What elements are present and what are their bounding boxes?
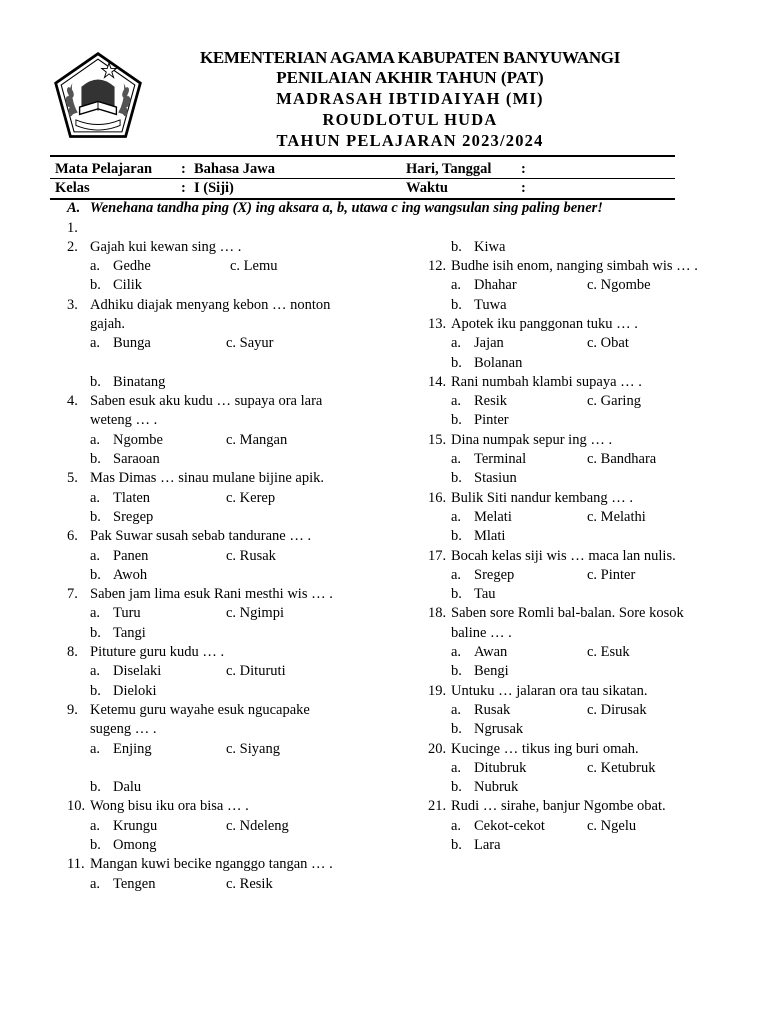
questions-right-column <box>428 238 728 856</box>
question-8 <box>67 643 417 662</box>
question-number: 3. <box>67 296 78 313</box>
option-row-b <box>428 778 728 797</box>
option-b[interactable]: Mlati <box>474 528 506 545</box>
option-row-b <box>428 354 728 373</box>
option-a[interactable]: Panen <box>113 547 149 564</box>
option-row-b <box>428 527 728 546</box>
option-letter[interactable]: a. <box>451 335 462 352</box>
option-b[interactable]: Tuwa <box>474 296 507 313</box>
kemenag-emblem-icon <box>52 50 144 142</box>
option-b[interactable]: Dalu <box>113 779 142 796</box>
option-row-b <box>67 508 417 527</box>
option-letter[interactable]: b. <box>90 451 101 468</box>
option-a[interactable]: Rusak <box>474 701 511 718</box>
option-a[interactable]: Terminal <box>474 451 527 468</box>
question-text: Saben esuk aku kudu … supaya ora lara weteng … . <box>90 393 323 429</box>
option-c[interactable]: c. Ketubruk <box>587 759 656 776</box>
question-4 <box>67 392 417 431</box>
question-text: Saben jam lima esuk Rani mesthi wis … . <box>90 586 333 603</box>
question-text: Pituture guru kudu … . <box>90 644 225 661</box>
option-c[interactable]: c. Ngombe <box>587 277 651 294</box>
option-row-a <box>428 450 728 469</box>
blank-line <box>67 759 417 778</box>
option-row-b <box>67 276 417 295</box>
question-10 <box>67 797 417 816</box>
option-letter[interactable]: a. <box>90 605 101 622</box>
option-a[interactable]: Bunga <box>113 335 151 352</box>
option-letter[interactable]: b. <box>451 238 462 255</box>
option-row-a <box>67 604 417 623</box>
option-b[interactable]: Tau <box>474 586 496 603</box>
option-row-b <box>428 585 728 604</box>
option-c[interactable]: c. Ngelu <box>587 817 637 834</box>
option-letter[interactable]: a. <box>90 663 101 680</box>
option-a[interactable]: Gedhe <box>113 258 151 275</box>
question-19 <box>428 682 728 701</box>
document-header <box>140 47 680 151</box>
option-letter[interactable]: a. <box>451 759 462 776</box>
option-c[interactable]: c. Obat <box>587 335 629 352</box>
option-letter[interactable]: b. <box>451 663 462 680</box>
option-letter[interactable]: a. <box>451 644 462 661</box>
option-a[interactable]: Krungu <box>113 817 158 834</box>
question-14 <box>428 373 728 392</box>
option-row-b <box>428 469 728 488</box>
subject-value: Bahasa Jawa <box>194 161 275 177</box>
option-row-b <box>428 238 728 257</box>
option-row-b <box>428 720 728 739</box>
question-text: Bulik Siti nandur kembang … . <box>451 489 634 506</box>
option-letter[interactable]: a. <box>451 566 462 583</box>
question-number: 7. <box>67 586 78 603</box>
option-b[interactable]: Saraoan <box>113 451 160 468</box>
question-15 <box>428 431 728 450</box>
question-text: Rani numbah klambi supaya … . <box>451 373 642 390</box>
question-number: 8. <box>67 644 78 661</box>
option-c[interactable]: c. Sayur <box>226 335 274 352</box>
option-letter[interactable]: b. <box>90 373 101 390</box>
option-b[interactable]: Bengi <box>474 663 509 680</box>
option-b[interactable]: Ngrusak <box>474 721 524 738</box>
option-b[interactable]: Tangi <box>113 624 146 641</box>
option-letter[interactable]: b. <box>451 528 462 545</box>
question-number: 15. <box>428 431 447 448</box>
question-text: Ketemu guru wayahe esuk ngucapake sugeng … . <box>90 701 310 738</box>
option-a[interactable]: Tlaten <box>113 489 151 506</box>
option-letter[interactable]: b. <box>90 779 101 796</box>
option-letter[interactable]: b. <box>90 624 101 641</box>
option-letter[interactable]: b. <box>90 837 101 853</box>
question-16 <box>428 489 728 508</box>
question-18 <box>428 604 728 643</box>
option-a[interactable]: Cekot-cekot <box>474 817 545 834</box>
option-letter[interactable]: a. <box>90 740 101 757</box>
option-row-b <box>67 682 417 701</box>
academic-year: TAHUN PELAJARAN 2023/2024 <box>276 131 544 150</box>
exam-title: PENILAIAN AKHIR TAHUN (PAT) <box>276 68 544 87</box>
class-colon: : <box>181 180 186 196</box>
option-c[interactable]: c. Mangan <box>226 431 288 448</box>
question-text: Mangan kuwi becike nganggo tangan … . <box>90 856 333 873</box>
question-number: 4. <box>67 393 78 410</box>
class-value: I (Siji) <box>194 180 234 196</box>
question-20 <box>428 740 728 759</box>
instruction-text: Wenehana tandha ping (X) ing aksara a, b, utawa c ing wangsulan sing paling bener! <box>89 200 603 216</box>
option-row-a <box>67 257 417 276</box>
option-a[interactable]: Ngombe <box>113 431 163 448</box>
option-a[interactable]: Tengen <box>113 875 156 892</box>
question-text: Apotek iku panggonan tuku … . <box>451 315 638 332</box>
option-letter[interactable]: b. <box>451 470 462 487</box>
question-text: Wong bisu iku ora bisa … . <box>90 798 249 815</box>
option-letter[interactable]: b. <box>451 296 462 313</box>
question-number: 6. <box>67 528 78 545</box>
option-a[interactable]: Diselaki <box>113 663 162 680</box>
question-number: 9. <box>67 701 78 718</box>
question-number: 16. <box>428 489 447 506</box>
option-row-b <box>428 836 728 855</box>
date-colon: : <box>521 161 526 177</box>
subject-colon: : <box>181 161 186 177</box>
option-letter[interactable]: b. <box>451 586 462 603</box>
option-row-b <box>67 373 417 392</box>
question-13 <box>428 315 728 334</box>
blank-line <box>67 354 417 373</box>
question-number: 11. <box>67 856 85 873</box>
option-c[interactable]: c. Kerep <box>226 489 276 506</box>
option-row-a <box>428 276 728 295</box>
option-c[interactable]: c. Ngimpi <box>226 605 284 622</box>
question-6 <box>67 527 417 546</box>
option-letter[interactable]: a. <box>451 393 462 410</box>
option-a[interactable]: Ditubruk <box>474 759 527 776</box>
question-number: 2. <box>67 238 78 255</box>
class-label: Kelas <box>55 180 90 196</box>
question-text: Gajah kui kewan sing … . <box>90 238 242 255</box>
option-letter[interactable]: a. <box>90 817 101 834</box>
question-17 <box>428 547 728 566</box>
option-row-a <box>428 701 728 720</box>
option-c[interactable]: c. Pinter <box>587 566 636 583</box>
option-b[interactable]: Bolanan <box>474 354 523 371</box>
question-text: Untuku … jalaran ora tau sikatan. <box>451 682 648 699</box>
option-letter[interactable]: a. <box>451 508 462 525</box>
option-letter[interactable]: b. <box>451 412 462 429</box>
question-number: 13. <box>428 315 447 332</box>
option-a[interactable]: Sregep <box>474 566 515 583</box>
header-divider <box>50 155 675 157</box>
option-c[interactable]: c. Esuk <box>587 644 630 661</box>
option-c[interactable]: c. Ndeleng <box>226 817 289 834</box>
option-letter[interactable]: a. <box>451 277 462 294</box>
question-number: 21. <box>428 798 447 815</box>
question-21 <box>428 797 728 816</box>
option-row-a <box>428 566 728 585</box>
question-number: 10. <box>67 798 86 815</box>
question-text: Saben sore Romli bal-balan. Sore kosok baline … . <box>451 605 684 641</box>
question-number: 19. <box>428 682 447 699</box>
option-row-a <box>67 740 417 759</box>
option-b[interactable]: Kiwa <box>474 238 506 255</box>
option-letter[interactable]: a. <box>90 258 101 275</box>
question-7 <box>67 585 417 604</box>
option-b[interactable]: Nubruk <box>474 779 519 796</box>
question-2 <box>67 238 417 257</box>
option-a[interactable]: Resik <box>474 393 508 410</box>
question-text: Pak Suwar susah sebab tandurane … . <box>90 528 312 545</box>
option-letter[interactable]: b. <box>90 508 101 525</box>
option-row-b <box>67 450 417 469</box>
option-b[interactable]: Dieloki <box>113 682 157 699</box>
option-b[interactable]: Awoh <box>113 566 148 583</box>
question-number: 12. <box>428 258 447 275</box>
question-1 <box>67 219 417 238</box>
question-text: Dina numpak sepur ing … . <box>451 431 613 448</box>
school-name: ROUDLOTUL HUDA <box>322 110 498 129</box>
section-letter: A. <box>67 200 81 216</box>
option-letter[interactable]: a. <box>90 547 101 564</box>
option-letter[interactable]: a. <box>451 817 462 834</box>
school-type: MADRASAH IBTIDAIYAH (MI) <box>276 89 544 108</box>
option-row-b <box>428 296 728 315</box>
option-letter[interactable]: a. <box>90 431 101 448</box>
option-b[interactable]: Cilik <box>113 277 143 294</box>
question-12 <box>428 257 728 276</box>
option-row-a <box>428 334 728 353</box>
option-c[interactable]: c. Siyang <box>226 740 280 757</box>
option-row-a <box>428 759 728 778</box>
option-c[interactable]: c. Bandhara <box>587 451 657 468</box>
option-row-a <box>67 334 417 353</box>
option-row-b <box>428 662 728 681</box>
section-instruction <box>67 199 603 218</box>
option-row-a <box>67 817 417 836</box>
option-letter[interactable]: a. <box>90 875 101 892</box>
option-letter[interactable]: a. <box>90 335 101 352</box>
option-c[interactable]: c. Dirusak <box>587 701 647 718</box>
question-text: Rudi … sirahe, banjur Ngombe obat. <box>451 798 666 815</box>
option-a[interactable]: Dhahar <box>474 277 517 294</box>
question-5 <box>67 469 417 488</box>
option-letter[interactable]: b. <box>451 354 462 371</box>
time-label: Waktu <box>406 180 448 196</box>
question-number: 18. <box>428 605 447 622</box>
question-text: Adhiku diajak menyang kebon … nonton gajah. <box>90 296 331 332</box>
option-letter[interactable]: b. <box>451 837 462 853</box>
question-number: 1. <box>67 219 78 236</box>
option-letter[interactable]: b. <box>90 566 101 583</box>
option-b[interactable]: Binatang <box>113 373 166 390</box>
option-a[interactable]: Jajan <box>474 335 504 352</box>
question-number: 17. <box>428 547 447 564</box>
option-a[interactable]: Awan <box>474 644 508 661</box>
question-number: 20. <box>428 740 447 757</box>
option-row-a <box>428 643 728 662</box>
option-letter[interactable]: a. <box>451 451 462 468</box>
question-text: Mas Dimas … sinau mulane bijine apik. <box>90 470 324 487</box>
option-a[interactable]: Enjing <box>113 740 152 757</box>
option-c[interactable]: c. Rusak <box>226 547 276 564</box>
option-row-a <box>67 662 417 681</box>
option-row-b <box>67 624 417 643</box>
question-text: Budhe isih enom, nanging simbah wis … . <box>451 258 698 275</box>
option-letter[interactable]: b. <box>90 277 101 294</box>
question-text: Bocah kelas siji wis … maca lan nulis. <box>451 547 676 564</box>
option-c[interactable]: c. Resik <box>226 875 273 892</box>
option-b[interactable]: Omong <box>113 837 157 853</box>
time-colon: : <box>521 180 526 196</box>
question-11 <box>67 855 417 874</box>
option-row-a <box>67 431 417 450</box>
question-number: 5. <box>67 470 78 487</box>
questions-left-column <box>67 219 417 894</box>
option-letter[interactable]: b. <box>451 779 462 796</box>
question-number: 14. <box>428 373 447 390</box>
option-row-a <box>428 817 728 836</box>
option-b[interactable]: Sregep <box>113 508 154 525</box>
option-row-b <box>67 836 417 855</box>
option-row-b <box>428 411 728 430</box>
ministry-title: KEMENTERIAN AGAMA KABUPATEN BANYUWANGI <box>199 48 621 67</box>
option-row-b <box>67 566 417 585</box>
option-b[interactable]: Stasiun <box>474 470 517 487</box>
question-text: Kucinge … tikus ing buri omah. <box>451 740 639 757</box>
option-row-a <box>67 875 417 894</box>
question-3 <box>67 296 417 335</box>
option-letter[interactable]: b. <box>90 682 101 699</box>
option-c[interactable]: c. Melathi <box>587 508 646 525</box>
option-row-b <box>67 778 417 797</box>
option-c[interactable]: c. Lemu <box>230 258 278 275</box>
option-letter[interactable]: a. <box>90 489 101 506</box>
option-b[interactable]: Lara <box>474 837 501 853</box>
subject-label: Mata Pelajaran <box>55 161 153 177</box>
option-b[interactable]: Pinter <box>474 412 509 429</box>
question-text <box>90 219 417 238</box>
option-a[interactable]: Melati <box>474 508 512 525</box>
option-c[interactable]: c. Dituruti <box>226 663 286 680</box>
option-letter[interactable]: b. <box>451 721 462 738</box>
question-9 <box>67 701 417 740</box>
option-row-a <box>428 508 728 527</box>
option-row-a <box>67 489 417 508</box>
option-letter[interactable]: a. <box>451 701 462 718</box>
option-row-a <box>67 547 417 566</box>
option-a[interactable]: Turu <box>113 605 141 622</box>
option-c[interactable]: c. Garing <box>587 393 641 410</box>
date-label: Hari, Tanggal <box>406 161 492 177</box>
option-row-a <box>428 392 728 411</box>
